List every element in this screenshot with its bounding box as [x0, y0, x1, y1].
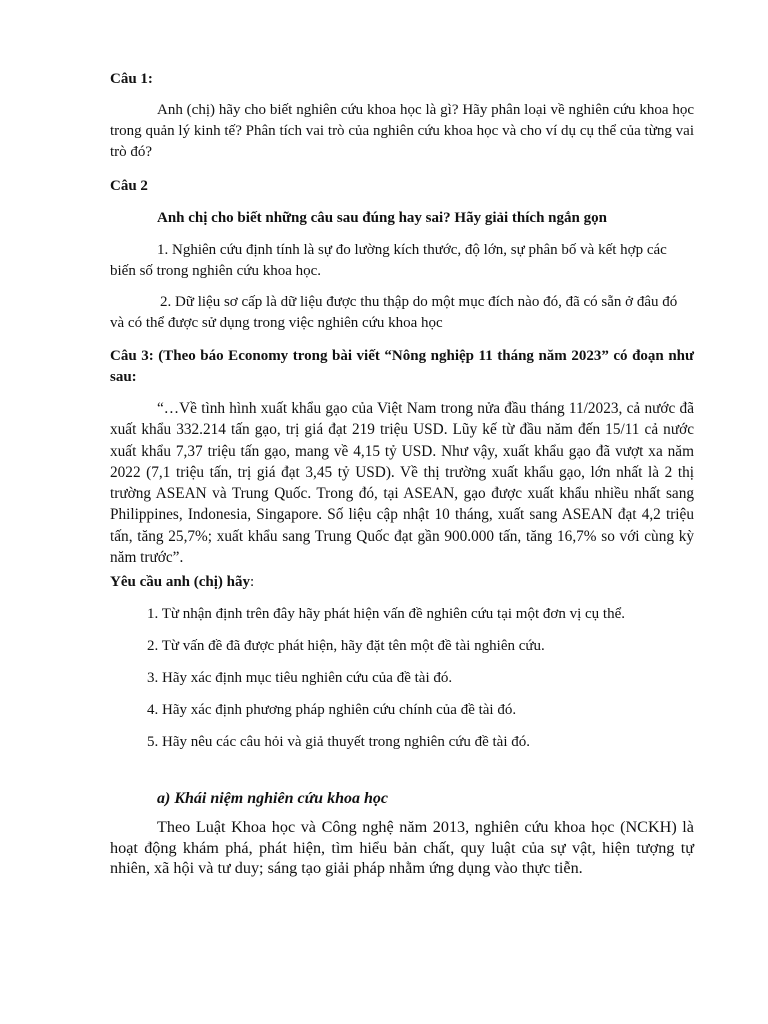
cau3-request-colon: : [250, 574, 255, 590]
cau3-task-5: 5. Hãy nêu các câu hỏi và giả thuyết trong nghiên cứu đề tài đó. [147, 734, 531, 750]
cau2-heading: Câu 2 [110, 178, 148, 194]
cau2-subheading: Anh chị cho biết những câu sau đúng hay sai? Hãy giải thích ngắn gọn [157, 210, 607, 226]
cau3-task-4: 4. Hãy xác định phương pháp nghiên cứu chính của đề tài đó. [147, 702, 517, 718]
answer-heading: a) Khái niệm nghiên cứu khoa học [157, 790, 388, 807]
cau3-task-3: 3. Hãy xác định mục tiêu nghiên cứu của đề tài đó. [147, 670, 453, 686]
cau1-body: Anh (chị) hãy cho biết nghiên cứu khoa học là gì? Hãy phân loại về nghiên cứu khoa học trong quản lý kinh tế? Phân tích vai trò của nghiên cứu khoa học và cho ví dụ cụ thể của từng vai trò đó? [110, 102, 694, 160]
cau3-quote: “…Về tình hình xuất khẩu gạo của Việt Nam trong nửa đầu tháng 11/2023, cả nước đã xuất khẩu 332.214 tấn gạo, trị giá đạt 219 triệu USD. Lũy kế từ đầu năm đến 15/11 cả nước xuất khẩu 7,37 triệu tấn gạo, mang về 4,15 tỷ USD. Như vậy, xuất khẩu gạo đã vượt xa năm 2022 (7,1 triệu tấn, trị giá đạt 3,45 tỷ USD). Về thị trường xuất khẩu gạo, lớn nhất là 2 thị trường ASEAN và Trung Quốc. Trong đó, tại ASEAN, gạo được xuất khẩu nhiều nhất sang Philippines, Indonesia, Singapore. Số liệu cập nhật 10 tháng, xuất sang ASEAN đạt 4,2 triệu tấn, tăng 25,7%; xuất khẩu sang Trung Quốc đạt gần 900.000 tấn, tăng 16,7% so với cùng kỳ năm trước”. [110, 400, 694, 567]
cau3-request-label: Yêu cầu anh (chị) hãy [110, 574, 251, 590]
cau3-task-1: 1. Từ nhận định trên đây hãy phát hiện vấn đề nghiên cứu tại một đơn vị cụ thể. [147, 606, 625, 622]
cau1-heading: Câu 1: [110, 71, 153, 87]
cau2-item-2: 2. Dữ liệu sơ cấp là dữ liệu được thu thập do một mục đích nào đó, đã có sẵn ở đâu đó và có thể được sử dụng trong việc nghiên cứu khoa học [110, 294, 678, 331]
cau2-item-1: 1. Nghiên cứu định tính là sự đo lường kích thước, độ lớn, sự phân bố và kết hợp các biến số trong nghiên cứu khoa học. [110, 242, 667, 279]
cau3-request [110, 572, 694, 593]
cau3-heading: Câu 3: (Theo báo Economy trong bài viết “Nông nghiệp 11 tháng năm 2023” có đoạn như sau: [110, 348, 694, 385]
answer-body: Theo Luật Khoa học và Công nghệ năm 2013, nghiên cứu khoa học (NCKH) là hoạt động khám phá, phát hiện, tìm hiểu bản chất, quy luật của sự vật, hiện tượng tự nhiên, xã hội và tư duy; sáng tạo giải pháp nhằm ứng dụng vào thực tiễn. [110, 818, 694, 877]
cau3-task-2: 2. Từ vấn đề đã được phát hiện, hãy đặt tên một đề tài nghiên cứu. [147, 638, 545, 654]
